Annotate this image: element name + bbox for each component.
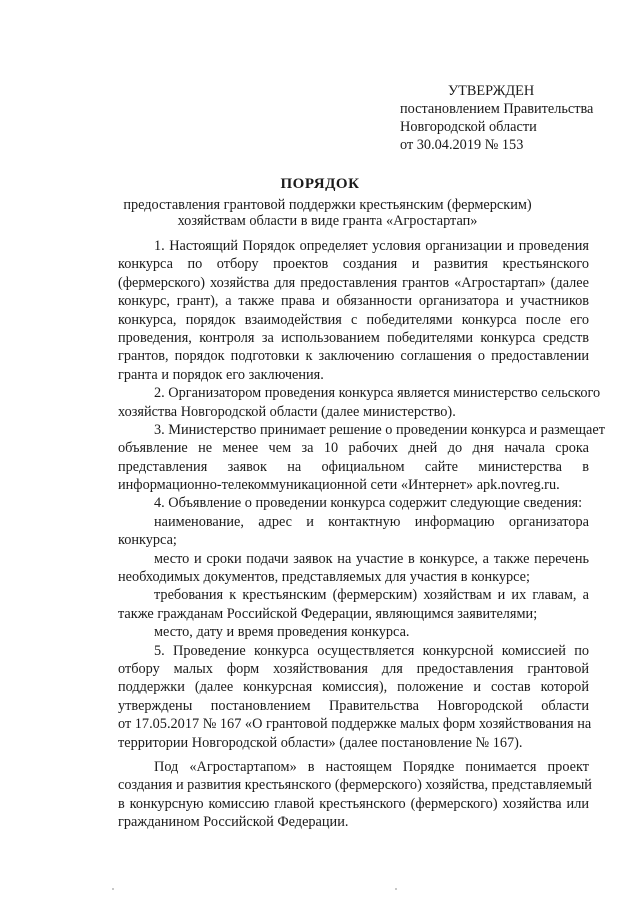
paragraph-line: необходимых документов, представляемых для участия в конкурсе; <box>118 569 530 586</box>
paragraph-line: объявление не менее чем за 10 рабочих дней до дня начала срока <box>118 440 589 457</box>
paragraph-line: наименование, адрес и контактную информацию организатора <box>154 513 589 530</box>
paragraph-line: создания и развития крестьянского (фермерского) хозяйства, представляемый <box>118 777 592 794</box>
document-title: ПОРЯДОК <box>280 176 360 192</box>
paragraph-line: 2. Организатором проведения конкурса является министерство сельского <box>154 385 601 402</box>
paragraph-line: информационно-телекоммуникационной сети «Интернет» apk.novreg.ru. <box>118 477 560 494</box>
paragraph-line: территории Новгородской области» (далее постановление № 167). <box>118 734 523 751</box>
paragraph-line: Под «Агростартапом» в настоящем Порядке понимается проект <box>154 758 589 775</box>
approval-line-date: от 30.04.2019 № 153 <box>400 137 524 153</box>
paragraph-line: конкурса, порядок взаимодействия с победителями конкурса после его <box>118 311 589 328</box>
paragraph-line: грантов, порядок подготовки к заключению соглашения о предоставлении <box>118 348 589 365</box>
paragraph-line: гражданином Российской Федерации. <box>118 814 349 831</box>
paragraph-line: 5. Проведение конкурса осуществляется конкурсной комиссией по <box>154 642 589 659</box>
paragraph-line: требования к крестьянским (фермерским) хозяйствам и их главам, а <box>154 587 589 604</box>
scan-speck <box>395 888 397 890</box>
subtitle-line: хозяйствам области в виде гранта «Агростартап» <box>177 213 478 229</box>
paragraph-line: хозяйства Новгородской области (далее министерство). <box>118 403 456 420</box>
paragraph-line: 3. Министерство принимает решение о проведении конкурса и размещает <box>154 421 605 438</box>
paragraph-line: 1. Настоящий Порядок определяет условия организации и проведения <box>154 238 589 254</box>
paragraph-line: место, дату и время проведения конкурса. <box>154 624 410 641</box>
approval-heading: УТВЕРЖДЕН <box>448 83 535 99</box>
document-subtitle <box>110 197 545 229</box>
paragraph-line: (фермерского) хозяйства для предоставления грантов «Агростартап» (далее <box>118 274 589 291</box>
subtitle-line: предоставления грантовой поддержки крестьянским (фермерским) <box>123 197 532 213</box>
approval-line-region: Новгородской области <box>400 119 537 135</box>
scan-speck <box>112 888 114 890</box>
paragraph-line: утверждены постановлением Правительства Новгородской области <box>118 697 589 714</box>
paragraph-line: поддержки (далее конкурсная комиссия), положение и состав которой <box>118 679 589 696</box>
paragraph-line: также гражданам Российской Федерации, являющимся заявителями; <box>118 605 538 622</box>
paragraph-line: в конкурсную комиссию главой крестьянского (фермерского) хозяйства или <box>118 795 589 812</box>
paragraph-line: проведения, контроля за использованием победителями конкурса средств <box>118 329 589 346</box>
paragraph-line: 4. Объявление о проведении конкурса содержит следующие сведения: <box>154 495 583 512</box>
paragraph-line: место и сроки подачи заявок на участие в конкурсе, а также перечень <box>154 550 589 567</box>
paragraph-line: конкурса; <box>118 532 177 549</box>
document-body <box>118 237 605 832</box>
paragraph-line: отбору малых форм хозяйствования для предоставления грантовой <box>118 660 589 677</box>
paragraph-line: от 17.05.2017 № 167 «О грантовой поддержке малых форм хозяйствования на <box>118 716 592 733</box>
paragraph-line: представления заявок на официальном сайте министерства в <box>118 458 589 475</box>
paragraph-line: конкурса по отбору проектов создания и развития крестьянского <box>118 256 589 273</box>
approval-line-decree: постановлением Правительства <box>400 101 594 117</box>
paragraph-line: гранта и порядок его заключения. <box>118 366 324 383</box>
paragraph-line: конкурс, грант), а также права и обязанности организатора и участников <box>118 293 589 310</box>
approval-stamp <box>400 82 620 154</box>
